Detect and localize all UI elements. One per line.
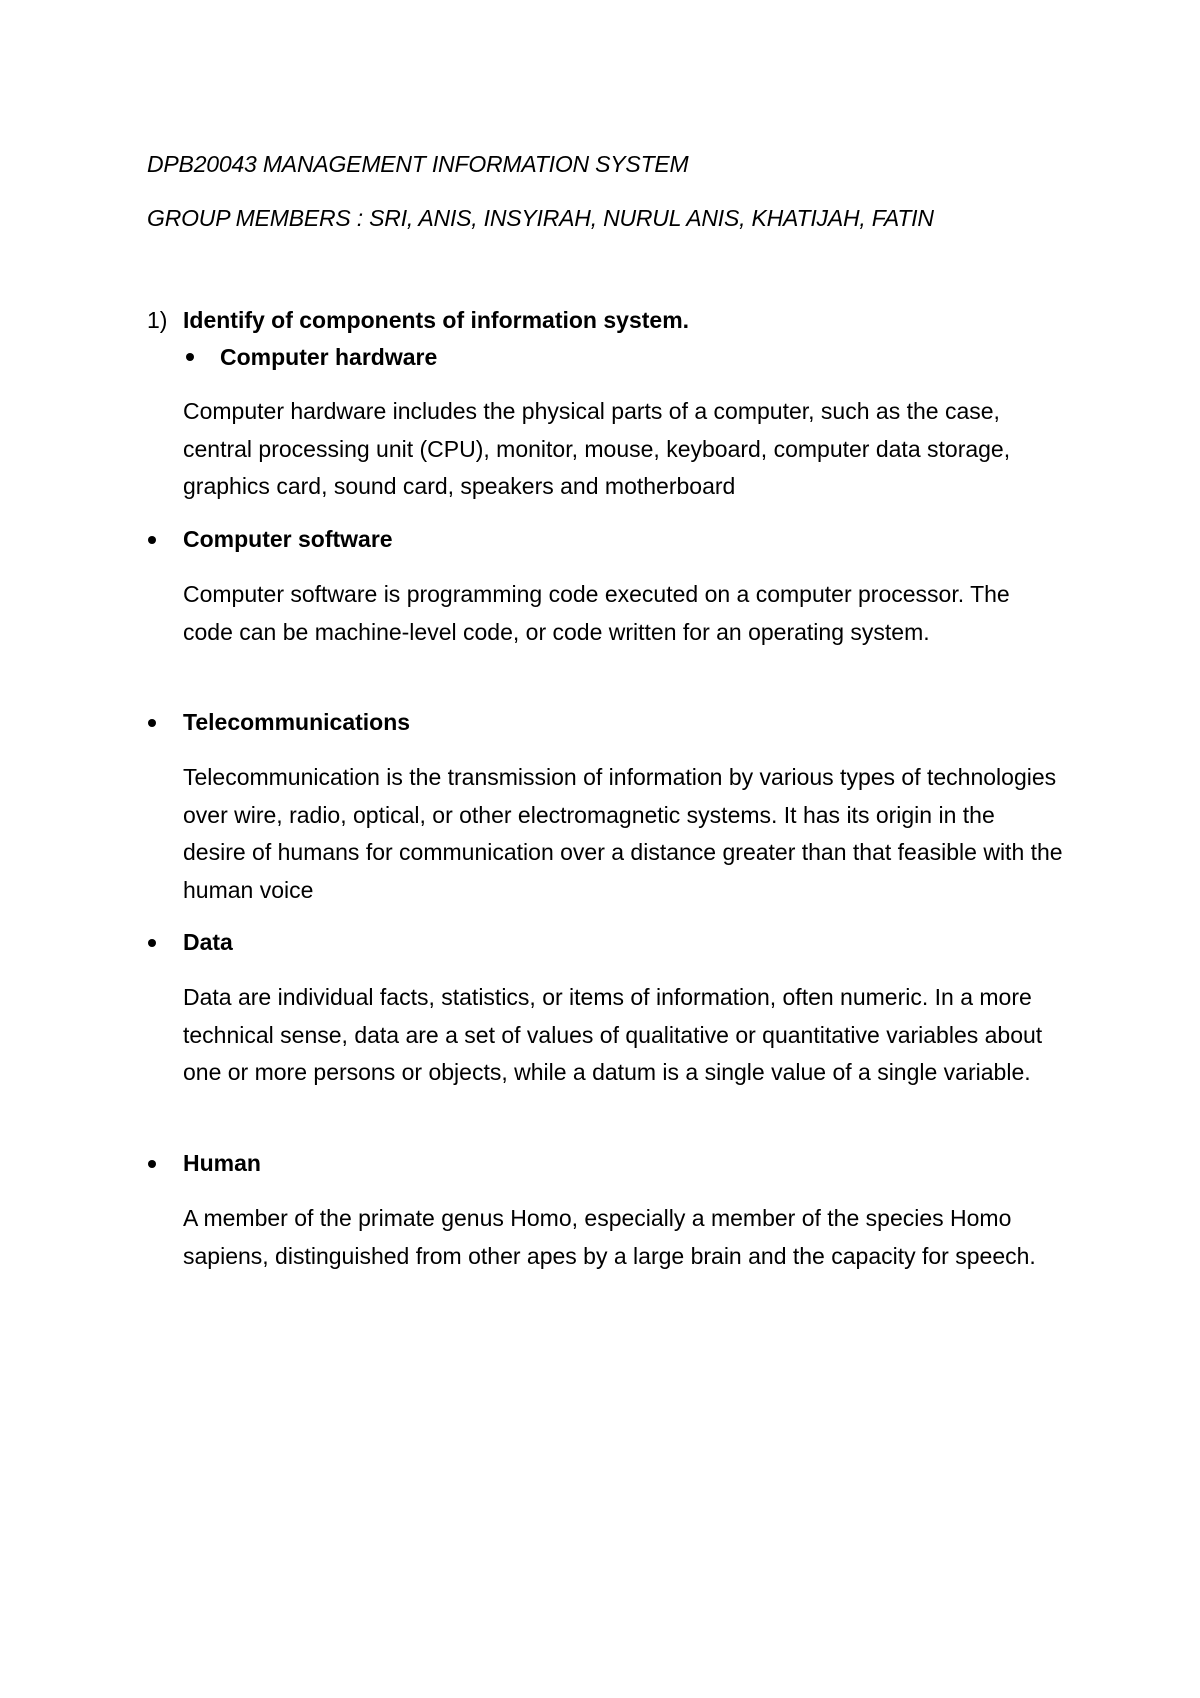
section-body-telecommunications: Telecommunication is the transmission of information by various types of technologies over wire, radio, optical, or other electromagnetic systems. It has its origin in the desire of humans for communication over a distance greater than that feasible with the human voice: [183, 764, 1063, 903]
document-title: DPB20043 MANAGEMENT INFORMATION SYSTEM: [147, 151, 689, 177]
section-heading-software: Computer software: [183, 526, 393, 552]
section-heading-telecommunications: Telecommunications: [183, 709, 411, 735]
section-body-software: Computer software is programming code executed on a computer processor. The code can be machine-level code, or code written for an operating system.: [183, 581, 1010, 645]
question-text: Identify of components of information system.: [183, 307, 690, 333]
section-heading-human: Human: [183, 1150, 261, 1176]
bullet-icon: [148, 719, 156, 727]
question-line: [147, 307, 689, 334]
question-number: 1): [147, 307, 168, 333]
group-members: GROUP MEMBERS : SRI, ANIS, INSYIRAH, NURUL ANIS, KHATIJAH, FATIN: [147, 205, 934, 231]
section-heading-hardware: Computer hardware: [220, 344, 438, 370]
section-body-hardware: Computer hardware includes the physical parts of a computer, such as the case, central processing unit (CPU), monitor, mouse, keyboard, computer data storage, graphics card, sound card, speakers and motherboard: [183, 398, 1011, 499]
bullet-icon: [186, 353, 194, 361]
section-heading-data: Data: [183, 929, 233, 955]
section-body-human: A member of the primate genus Homo, especially a member of the species Homo sapiens, distinguished from other apes by a large brain and the capacity for speech.: [183, 1205, 1036, 1269]
bullet-icon: [148, 1160, 156, 1168]
section-body-data: Data are individual facts, statistics, or items of information, often numeric. In a more technical sense, data are a set of values of qualitative or quantitative variables about one or more persons or objects, while a datum is a single value of a single variable.: [183, 984, 1043, 1085]
bullet-icon: [148, 536, 156, 544]
bullet-icon: [148, 939, 156, 947]
